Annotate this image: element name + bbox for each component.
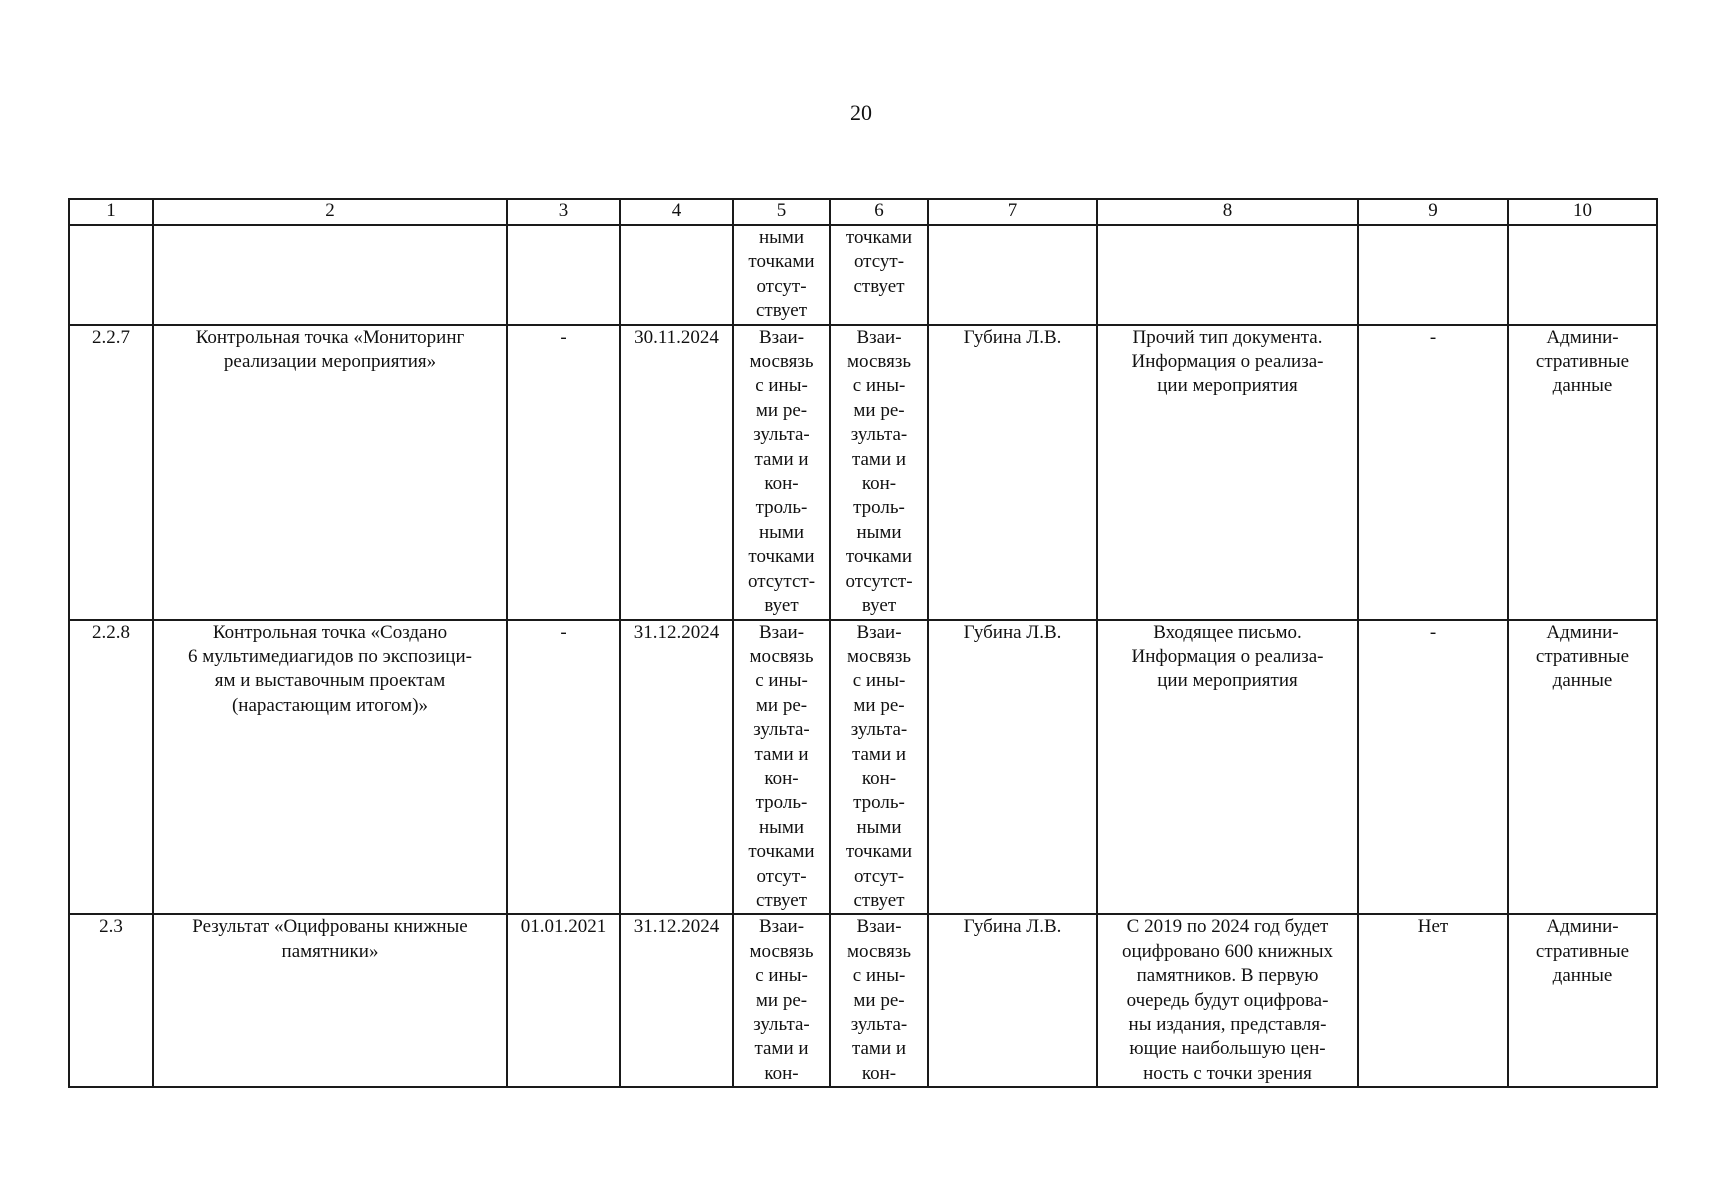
cell-text-line: с ины- xyxy=(852,375,906,397)
column-header: 2 xyxy=(153,199,507,225)
table-cell-col-1 xyxy=(69,225,153,325)
cell-text-line: ствует xyxy=(755,889,808,911)
cell-text-line: ными xyxy=(758,227,805,248)
table-cell-col-1: 2.2.7 xyxy=(69,325,153,620)
cell-text-line: ными xyxy=(856,816,902,838)
cell-text-line: ми ре- xyxy=(853,399,905,421)
cell-text-line: с ины- xyxy=(852,965,906,987)
cell-text-line: зульта- xyxy=(753,1014,810,1035)
cell-text-line: отсут- xyxy=(756,865,807,887)
cell-text-line: ям и выставочным проектам xyxy=(214,670,446,692)
cell-text-line: ющие наибольшую цен- xyxy=(1129,1038,1326,1060)
cell-text-line: троль- xyxy=(755,792,808,814)
column-header: 7 xyxy=(928,199,1097,225)
page-number: 20 xyxy=(850,100,872,125)
table-cell-col-6 xyxy=(830,620,928,915)
cell-text-line: отсут- xyxy=(853,865,905,887)
cell-text-line: ность с точки зрения xyxy=(1143,1062,1312,1084)
cell-text-line: ми ре- xyxy=(755,989,808,1011)
cell-text-line: Контрольная точка «Мониторинг xyxy=(195,326,465,348)
table-row xyxy=(69,225,1657,325)
cell-text-line: очередь будут оцифрова- xyxy=(1126,989,1329,1011)
cell-text-line: стративные xyxy=(1535,351,1630,373)
table-cell-col-7: Губина Л.В. xyxy=(928,620,1097,915)
cell-text-line: с ины- xyxy=(755,375,808,397)
table-cell-col-9: - xyxy=(1358,620,1508,915)
cell-text-line: мосвязь xyxy=(846,645,912,667)
cell-text-line: кон- xyxy=(764,767,799,789)
cell-text-line: с ины- xyxy=(755,670,808,692)
table-cell-col-10 xyxy=(1508,914,1657,1087)
table-cell-col-3: - xyxy=(507,325,620,620)
cell-text-line: зульта- xyxy=(753,719,810,741)
cell-text-line: точками xyxy=(748,546,815,568)
cell-text-line: отсутст- xyxy=(845,570,913,592)
table-cell-col-8 xyxy=(1097,325,1358,620)
table-cell-col-6 xyxy=(830,325,928,620)
table-cell-col-9 xyxy=(1358,225,1508,325)
cell-text-line: троль- xyxy=(853,792,905,814)
cell-text-line: мосвязь xyxy=(846,351,912,373)
cell-text-line: ными xyxy=(758,816,805,838)
cell-text-line: Контрольная точка «Создано xyxy=(212,621,448,643)
table-cell-col-8 xyxy=(1097,225,1358,325)
table-cell-col-4 xyxy=(620,225,733,325)
cell-text-line: мосвязь xyxy=(749,940,814,962)
table-cell-col-7: Губина Л.В. xyxy=(928,325,1097,620)
cell-text-line: С 2019 по 2024 год будет xyxy=(1126,916,1329,938)
column-header: 10 xyxy=(1508,199,1657,225)
cell-text-line: оцифровано 600 книжных xyxy=(1121,940,1334,962)
column-header: 8 xyxy=(1097,199,1358,225)
table-cell-col-5 xyxy=(733,325,830,620)
table-row xyxy=(69,914,1657,1087)
cell-text-line: троль- xyxy=(755,497,808,519)
cell-text-line: кон- xyxy=(861,767,897,789)
cell-text-line: Информация о реализа- xyxy=(1131,351,1324,373)
table-cell-col-8 xyxy=(1097,620,1358,915)
table-cell-col-3 xyxy=(507,225,620,325)
cell-text-line: Взаи- xyxy=(856,621,902,643)
table-cell-col-2 xyxy=(153,620,507,915)
cell-text-line: тами и xyxy=(754,448,809,470)
table-cell-col-1: 2.2.8 xyxy=(69,620,153,915)
table-cell-col-10 xyxy=(1508,620,1657,915)
table-cell-col-10 xyxy=(1508,325,1657,620)
cell-text-line: Взаи- xyxy=(856,326,902,348)
table-cell-col-4: 31.12.2024 xyxy=(620,914,733,1087)
table-row xyxy=(69,325,1657,620)
cell-text-line: тами и xyxy=(754,1038,809,1060)
table-cell-col-1: 2.3 xyxy=(69,914,153,1087)
table-cell-col-5 xyxy=(733,914,830,1087)
table-cell-col-5 xyxy=(733,620,830,915)
cell-text-line: мосвязь xyxy=(749,645,814,667)
cell-text-line: мосвязь xyxy=(749,351,814,373)
cell-text-line: ствует xyxy=(853,889,905,911)
table-cell-col-2 xyxy=(153,225,507,325)
table-cell-col-7: Губина Л.В. xyxy=(928,914,1097,1087)
cell-text-line: ми ре- xyxy=(755,694,808,716)
cell-text-line: 6 мультимедиагидов по экспозици- xyxy=(188,645,472,667)
cell-text-line: Прочий тип документа. xyxy=(1132,326,1323,348)
cell-text-line: реализации мероприятия» xyxy=(223,351,437,373)
table-cell-col-9: Нет xyxy=(1358,914,1508,1087)
cell-text-line: зульта- xyxy=(850,1014,908,1035)
cell-text-line: Взаи- xyxy=(758,621,805,643)
cell-text-line: точками xyxy=(845,546,913,568)
cell-text-line: ными xyxy=(758,521,805,543)
cell-text-line: Информация о реализа- xyxy=(1131,645,1324,667)
cell-text-line: точками xyxy=(748,251,815,273)
cell-text-line: с ины- xyxy=(852,670,906,692)
cell-text-line: стративные xyxy=(1535,940,1630,962)
table-cell-col-8 xyxy=(1097,914,1358,1087)
table-cell-col-4: 30.11.2024 xyxy=(620,325,733,620)
header-row xyxy=(69,199,1657,225)
column-header: 9 xyxy=(1358,199,1508,225)
cell-text-line: мосвязь xyxy=(846,940,912,962)
cell-text-line: Результат «Оцифрованы книжные xyxy=(192,916,468,938)
column-header: 6 xyxy=(830,199,928,225)
table-cell-col-3: 01.01.2021 xyxy=(507,914,620,1087)
cell-text-line: тами и xyxy=(754,743,809,765)
column-header: 1 xyxy=(69,199,153,225)
table-cell-col-2 xyxy=(153,914,507,1087)
cell-text-line: отсутст- xyxy=(747,570,816,592)
cell-text-line: ми ре- xyxy=(755,399,808,421)
cell-text-line: ны издания, представля- xyxy=(1128,1014,1327,1035)
column-header: 4 xyxy=(620,199,733,225)
cell-text-line: кон- xyxy=(764,473,799,495)
cell-text-line: вует xyxy=(764,595,799,617)
cell-text-line: Взаи- xyxy=(758,326,805,348)
cell-text-line: отсут- xyxy=(853,251,905,273)
cell-text-line: кон- xyxy=(861,473,897,495)
cell-text-line: ции мероприятия xyxy=(1157,670,1298,692)
cell-text-line: ствует xyxy=(755,300,808,322)
cell-text-line: отсут- xyxy=(756,275,807,297)
cell-text-line: ными xyxy=(856,521,902,543)
cell-text-line: Админи- xyxy=(1546,326,1619,348)
cell-text-line: ми ре- xyxy=(853,989,905,1011)
table-cell-col-4: 31.12.2024 xyxy=(620,620,733,915)
cell-text-line: Входящее письмо. xyxy=(1153,621,1302,643)
cell-text-line: зульта- xyxy=(753,424,810,446)
table-cell-col-7 xyxy=(928,225,1097,325)
cell-text-line: зульта- xyxy=(850,719,908,741)
cell-text-line: данные xyxy=(1552,375,1613,397)
cell-text-line: памятников. В первую xyxy=(1136,965,1319,987)
cell-text-line: Взаи- xyxy=(856,916,902,938)
cell-text-line: Взаи- xyxy=(758,916,805,938)
table-cell-col-6 xyxy=(830,225,928,325)
cell-text-line: ции мероприятия xyxy=(1157,375,1298,397)
table-cell-col-6 xyxy=(830,914,928,1087)
cell-text-line: кон- xyxy=(764,1062,799,1084)
cell-text-line: тами и xyxy=(851,448,907,470)
cell-text-line: вует xyxy=(861,595,897,617)
cell-text-line: Админи- xyxy=(1546,621,1619,643)
column-header: 5 xyxy=(733,199,830,225)
table-cell-col-5 xyxy=(733,225,830,325)
data-table xyxy=(68,198,1658,1088)
cell-text-line: данные xyxy=(1552,670,1613,692)
cell-text-line: тами и xyxy=(851,743,907,765)
cell-text-line: троль- xyxy=(853,497,905,519)
table-cell-col-3: - xyxy=(507,620,620,915)
cell-text-line: ми ре- xyxy=(853,694,905,716)
cell-text-line: Админи- xyxy=(1546,916,1619,938)
column-header: 3 xyxy=(507,199,620,225)
cell-text-line: тами и xyxy=(851,1038,907,1060)
cell-text-line: памятники» xyxy=(281,940,379,962)
cell-text-line: (нарастающим итогом)» xyxy=(231,694,429,716)
cell-text-line: данные xyxy=(1552,965,1613,987)
cell-text-line: точками xyxy=(845,841,913,863)
table-cell-col-2 xyxy=(153,325,507,620)
table-row xyxy=(69,620,1657,915)
table-cell-col-10 xyxy=(1508,225,1657,325)
cell-text-line: кон- xyxy=(861,1062,897,1084)
cell-text-line: с ины- xyxy=(755,965,808,987)
cell-text-line: ствует xyxy=(853,275,905,297)
cell-text-line: точками xyxy=(845,227,913,248)
cell-text-line: зульта- xyxy=(850,424,908,446)
table-cell-col-9: - xyxy=(1358,325,1508,620)
cell-text-line: стративные xyxy=(1535,645,1630,667)
cell-text-line: точками xyxy=(748,841,815,863)
